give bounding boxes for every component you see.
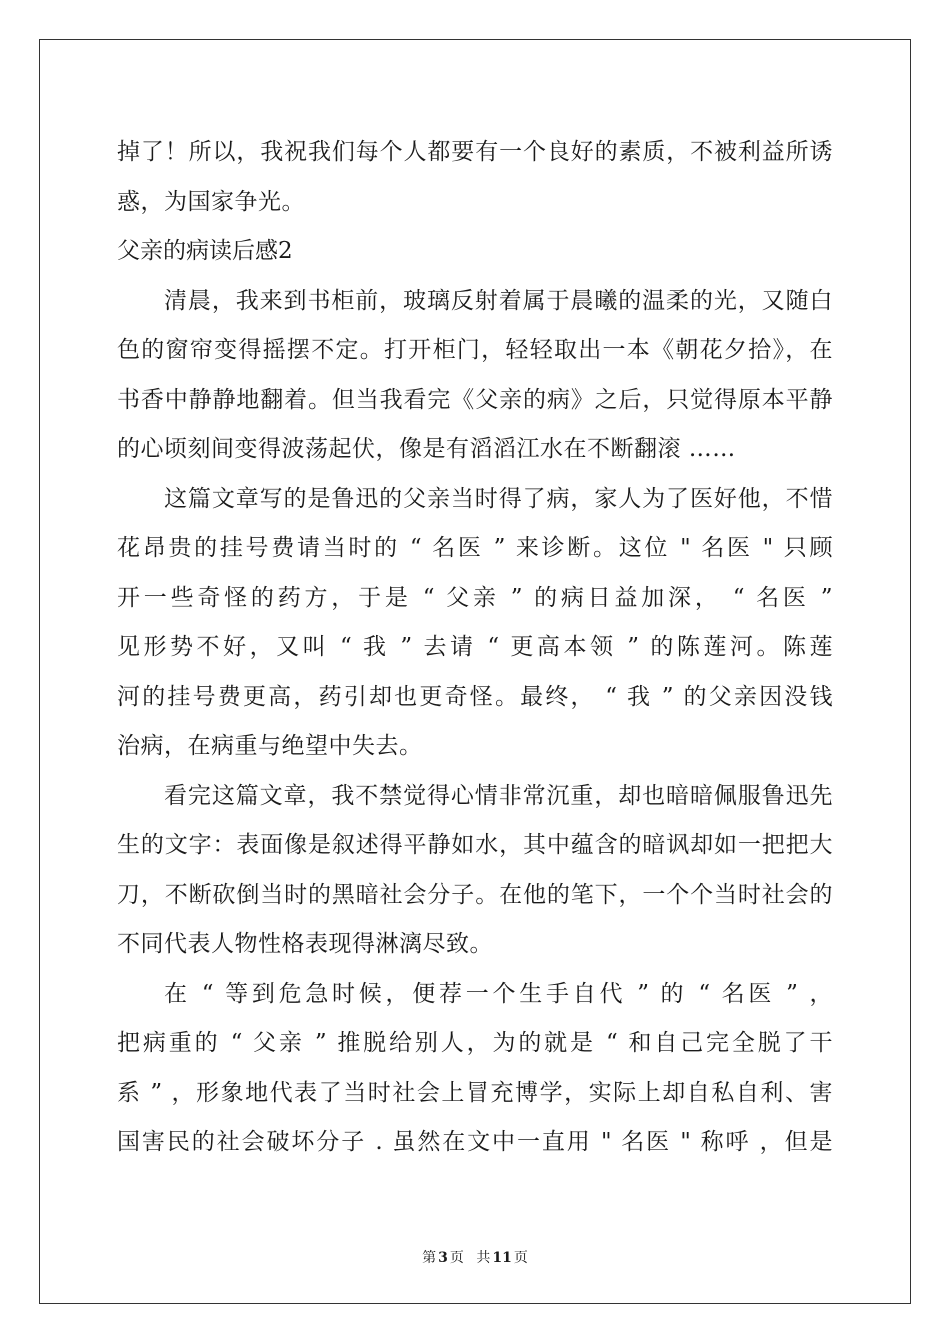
total-pages-label — [474, 1250, 529, 1266]
section-heading: 父亲的病读后感2 — [117, 238, 293, 264]
page-footer — [0, 1247, 950, 1267]
text-line: 花昂贵的挂号费请当时的 “ 名医 ” 来诊断。这位 " 名医 " 只顾 — [117, 535, 833, 561]
text-line: 不同代表人物性格表现得淋漓尽致。 — [117, 931, 493, 957]
text-line: 书香中静静地翻着。但当我看完《父亲的病》之后，只觉得原本平静 — [117, 386, 833, 413]
page-suffix: 页 — [449, 1250, 464, 1266]
total-suffix: 页 — [513, 1250, 528, 1266]
text-line: 国害民的社会破坏分子 . 虽然在文中一直用 " 名医 " 称呼 ，但是 — [117, 1129, 833, 1155]
text-line: 惑，为国家争光。 — [117, 188, 305, 215]
text-line: 治病，在病重与绝望中失去。 — [117, 733, 423, 759]
text-line: 刀，不断砍倒当时的黑暗社会分子。在他的笔下，一个个当时社会的 — [117, 881, 833, 908]
total-prefix: 共 — [476, 1250, 491, 1266]
text-line: 生的文字：表面像是叙述得平静如水，其中蕴含的暗讽却如一把把大 — [117, 832, 833, 858]
paragraph-first-line: 看完这篇文章，我不禁觉得心情非常沉重，却也暗暗佩服鲁迅先 — [164, 782, 833, 809]
paragraph-first-line: 这篇文章写的是鲁迅的父亲当时得了病，家人为了医好他，不惜 — [164, 485, 833, 512]
page-prefix: 第 — [422, 1250, 437, 1266]
text-line: 开一些奇怪的药方，于是 “ 父亲 ” 的病日益加深， “ 名医 ” — [117, 584, 833, 611]
total-pages: 11 — [492, 1250, 512, 1266]
page-number: 3 — [438, 1250, 448, 1266]
text-line: 见形势不好，又叫 “ 我 ” 去请 “ 更高本领 ” 的陈莲河。陈莲 — [117, 634, 833, 660]
text-line: 掉了！所以，我祝我们每个人都要有一个良好的素质，不被利益所诱 — [117, 139, 833, 165]
text-line: 色的窗帘变得摇摆不定。打开柜门，轻轻取出一本《朝花夕拾》，在 — [117, 337, 833, 363]
text-line: 的心顷刻间变得波荡起伏，像是有滔滔江水在不断翻滚 …… — [117, 436, 736, 462]
text-line: 把病重的 “ 父亲 ” 推脱给别人，为的就是 “ 和自己完全脱了干 — [117, 1030, 833, 1056]
text-line: 系 ” ，形象地代表了当时社会上冒充博学，实际上却自私自利、害 — [117, 1079, 833, 1106]
document-body — [117, 128, 833, 1168]
page-number-label — [420, 1250, 466, 1266]
text-line: 河的挂号费更高，药引却也更奇怪。最终， “ 我 ” 的父亲因没钱 — [117, 683, 833, 710]
paragraph-first-line: 清晨，我来到书柜前，玻璃反射着属于晨曦的温柔的光，又随白 — [164, 287, 833, 314]
paragraph-first-line: 在 “ 等到危急时候，便荐一个生手自代 ” 的 “ 名医 ” ， — [164, 980, 833, 1007]
